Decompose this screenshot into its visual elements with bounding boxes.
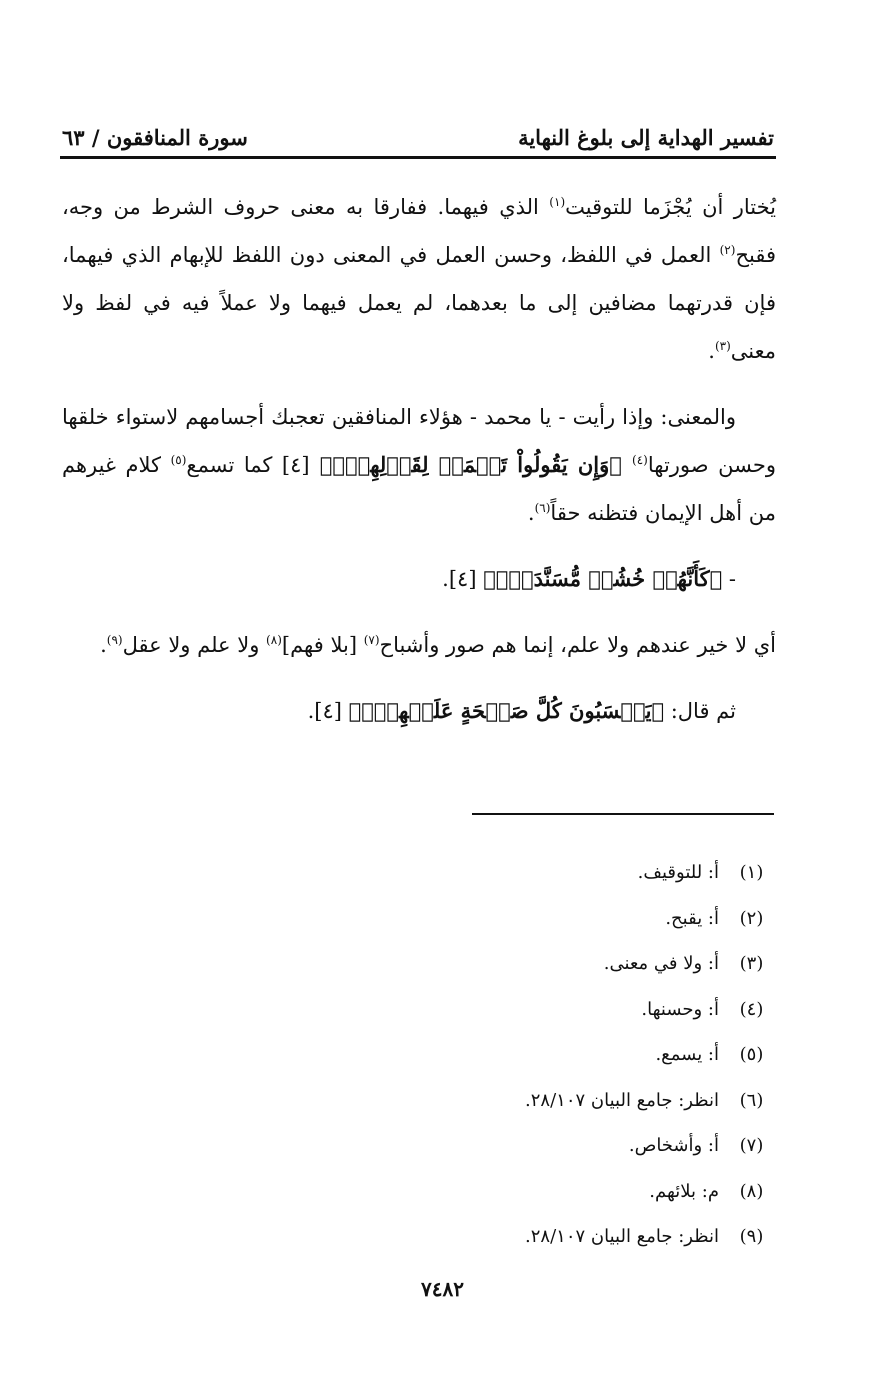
footnote-ref-3[interactable]: (٣) <box>714 339 731 353</box>
text-span: . <box>527 501 535 525</box>
footnote-number: (٣) <box>739 953 764 974</box>
footnote-number: (٢) <box>739 907 764 929</box>
footnote-item <box>300 1032 774 1078</box>
footnote-ref-9[interactable]: (٩) <box>106 633 123 647</box>
book-title: تفسير الهداية إلى بلوغ النهاية <box>518 125 774 150</box>
footnote-text: انظر: جامع البيان ٢٨/١٠٧. <box>525 1226 719 1247</box>
footnote-number: (٩) <box>739 1226 764 1247</box>
footnote-ref-6[interactable]: (٦) <box>534 501 551 515</box>
text-span: ثم قال: <box>664 699 736 723</box>
footnote-ref-5[interactable]: (٥) <box>170 453 187 467</box>
footnote-text: أ: للتوقيف. <box>637 862 719 883</box>
footnote-text: أ: وحسنها. <box>641 998 719 1020</box>
text-span: والمعنى: وإذا رأيت - يا محمد - هؤلاء المنافقين تعجبك أجسامهم لاستواء خلقها وحسن صورتها <box>62 405 776 477</box>
footnote-text: أ: ولا في معنى. <box>603 953 719 974</box>
footnote-text: أ: يسمع. <box>655 1044 719 1065</box>
text-span: الذي فيهما. ففارقا به معنى حروف الشرط من وجه، فقبح <box>62 195 776 267</box>
footnote-number: (٥) <box>739 1044 764 1065</box>
text-span: - <box>722 567 736 591</box>
running-header <box>62 112 774 150</box>
footnote-text: انظر: جامع البيان ٢٨/١٠٧. <box>525 1089 719 1111</box>
footnote-ref-7[interactable]: (٧) <box>363 633 380 647</box>
footnote-ref-1[interactable]: (١) <box>549 195 566 209</box>
text-span: كلام غيرهم من أهل الإيمان فتظنه حقاً <box>62 453 776 525</box>
footnote-text: أ: يقبح. <box>665 907 719 929</box>
footnote-ref-2[interactable]: (٢) <box>719 243 736 257</box>
footnote-item <box>300 1123 774 1169</box>
page-number: ٧٤٨٢ <box>421 1277 464 1301</box>
quran-verse: ﴿كَأَنَّهُمۡ خُشُبٞ مُّسَنَّدَةٞۖ﴾ <box>483 566 723 591</box>
verse-ref: [٤]. <box>442 567 484 591</box>
footnote-item <box>300 941 774 987</box>
text-span: العمل في اللفظ، وحسن العمل في المعنى دون اللفظ للإبهام الذي فيهما، فإن قدرتهما مضافين إلى ما بعدهما، لم يعمل فيهما ولا عملاً فيه في لفظ ولا معنى <box>62 243 776 363</box>
text-span: [٤] كما تسمع <box>186 453 310 477</box>
footnote-ref-4[interactable]: (٤) <box>632 453 648 467</box>
text-span: أي لا خير عندهم ولا علم، إنما هم صور وأشباح <box>379 633 776 657</box>
footnote-item <box>300 1214 774 1260</box>
quran-verse: ﴿وَإِن يَقُولُواْ تَسۡمَعۡ لِقَوۡلِهِمۡۖ﴾ <box>309 452 633 477</box>
footnote-ref-8[interactable]: (٨) <box>266 633 282 647</box>
footnote-number: (٧) <box>739 1135 764 1156</box>
footnote-item <box>300 896 774 942</box>
text-span: . <box>100 633 107 657</box>
text-span: ولا علم ولا عقل <box>122 633 267 657</box>
paragraph-2 <box>62 393 776 537</box>
text-span: يُختار أن يُجْزَما للتوقيت <box>565 195 776 219</box>
footnote-item <box>300 850 774 896</box>
paragraph-5 <box>62 687 776 735</box>
text-span: [بلا فهم] <box>281 633 364 657</box>
footnote-text: أ: وأشخاص. <box>628 1135 719 1156</box>
surah-label: سورة المنافقون / ٦٣ <box>62 125 248 150</box>
paragraph-3 <box>62 555 776 603</box>
footnote-number: (٦) <box>739 1089 764 1111</box>
paragraph-4 <box>62 621 776 669</box>
paragraph-1 <box>62 183 776 375</box>
text-span: . <box>708 339 715 363</box>
main-text <box>62 183 776 735</box>
footnotes-list <box>300 850 774 1260</box>
header-rule <box>60 156 776 159</box>
footnote-number: (٨) <box>739 1180 764 1202</box>
verse-ref: [٤]. <box>307 699 349 723</box>
footnote-number: (١) <box>739 862 764 883</box>
footnote-item <box>300 1078 774 1124</box>
footnote-number: (٤) <box>739 998 764 1020</box>
quran-verse: ﴿يَحۡسَبُونَ كُلَّ صَيۡحَةٍ عَلَيۡهِمۡۚ﴾ <box>348 698 665 723</box>
footnote-item <box>300 1169 774 1215</box>
footnote-item <box>300 987 774 1033</box>
footnote-text: م: بلائهم. <box>649 1180 719 1202</box>
footnote-separator <box>472 813 774 815</box>
